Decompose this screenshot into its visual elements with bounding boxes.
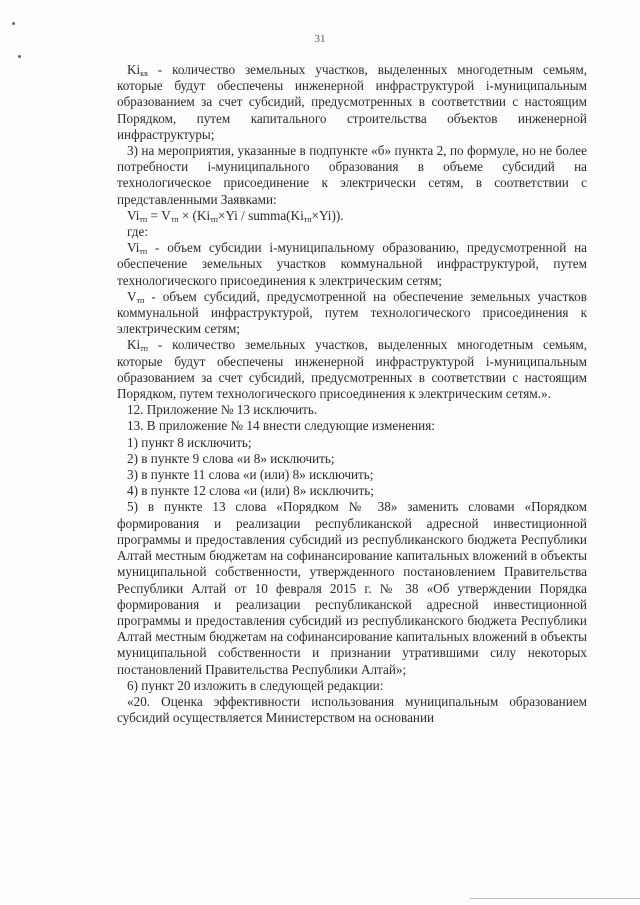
scan-mark — [12, 22, 15, 25]
item-3-paragraph: 3) на мероприятия, указанные в подпункте «б» пункта 2, по формуле, но не более потребности i-муниципального образования в объеме субсидий на технологическое присоединение к электрически сетям, в соответствии с представленными Заявками: — [117, 143, 587, 207]
scan-edge-line — [470, 898, 640, 899]
item-13-paragraph: 13. В приложение № 14 внести следующие изменения: — [127, 418, 435, 434]
subitem-2: 2) в пункте 9 слова «и 8» исключить; — [127, 450, 335, 466]
scan-mark — [18, 55, 21, 58]
subitem-4: 4) в пункте 12 слова «и (или) 8» исключить; — [127, 483, 374, 499]
item-12-paragraph: 12. Приложение № 13 исключить. — [127, 402, 318, 418]
definition-vi-tp: $Vi_{тп}$ - объем субсидии i-муниципальному образованию, предусмотренной на обеспечение земельных участков коммунальной инфраструктурой, путем технологического присоединения к электрическим сетям; — [117, 240, 587, 288]
subitem-5: 5) в пункте 13 слова «Порядком № 38» заменить словами «Порядком формирования и реализации республиканской адресной инвестиционной программы и предоставления субсидий из республиканского бюджета Республики Алтай местным бюджетам на софинансирование капитальных вложений в объекты муниципальной собственности, утвержденного постановлением Правительства Республики Алтай от 10 февраля 2015 г. № 38 «Об утверждении Порядка формирования и реализации республиканской адресной инвестиционной программы и предоставления субсидий из республиканского бюджета Республики Алтай местным бюджетам на софинансирование капитальных вложений в объекты муниципальной собственности и признании утратившими силу некоторых постановлений Правительства Республики Алтай»; — [117, 499, 587, 677]
item-20-paragraph: «20. Оценка эффективности использования муниципальным образованием субсидий осуществляется Министерством на основании — [117, 693, 587, 726]
subitem-1: 1) пункт 8 исключить; — [127, 434, 252, 450]
definition-ki-kv: $Ki_{кв}$ - количество земельных участков, выделенных многодетным семьям, которые будут обеспечены инженерной инфраструктурой i-муниципальным образованием за счет субсидий, предусмотренных в соответствии с настоящим Порядком, путем капитального строительства объектов инженерной инфраструктуры; — [117, 62, 587, 142]
document-body — [117, 62, 587, 726]
definition-v-tp: $V_{тп}$ - объем субсидий, предусмотренной на обеспечение земельных участков коммунальной инфраструктурой, путем технологического присоединения к электрическим сетям; — [117, 288, 587, 337]
where-label: где: — [127, 224, 148, 240]
formula: $Vi_{тп} = V_{тп} \times (Ki_{тп}\times Yi$ / $summa(Ki_{тп}\times Yi)$). — [127, 207, 344, 224]
definition-ki-tp: $Ki_{тп}$ - количество земельных участков, выделенных многодетным семьям, которые будут обеспечены инженерной инфраструктурой i-муниципальным образованием за счет субсидий, предусмотренных в соответствии с настоящим Порядком, путем технологического присоединения к электрическим сетям.». — [117, 337, 587, 402]
subitem-6: 6) пункт 20 изложить в следующей редакции: — [127, 677, 384, 693]
page-number: 31 — [314, 33, 326, 45]
subitem-3: 3) в пункте 11 слова «и (или) 8» исключить; — [127, 467, 374, 483]
